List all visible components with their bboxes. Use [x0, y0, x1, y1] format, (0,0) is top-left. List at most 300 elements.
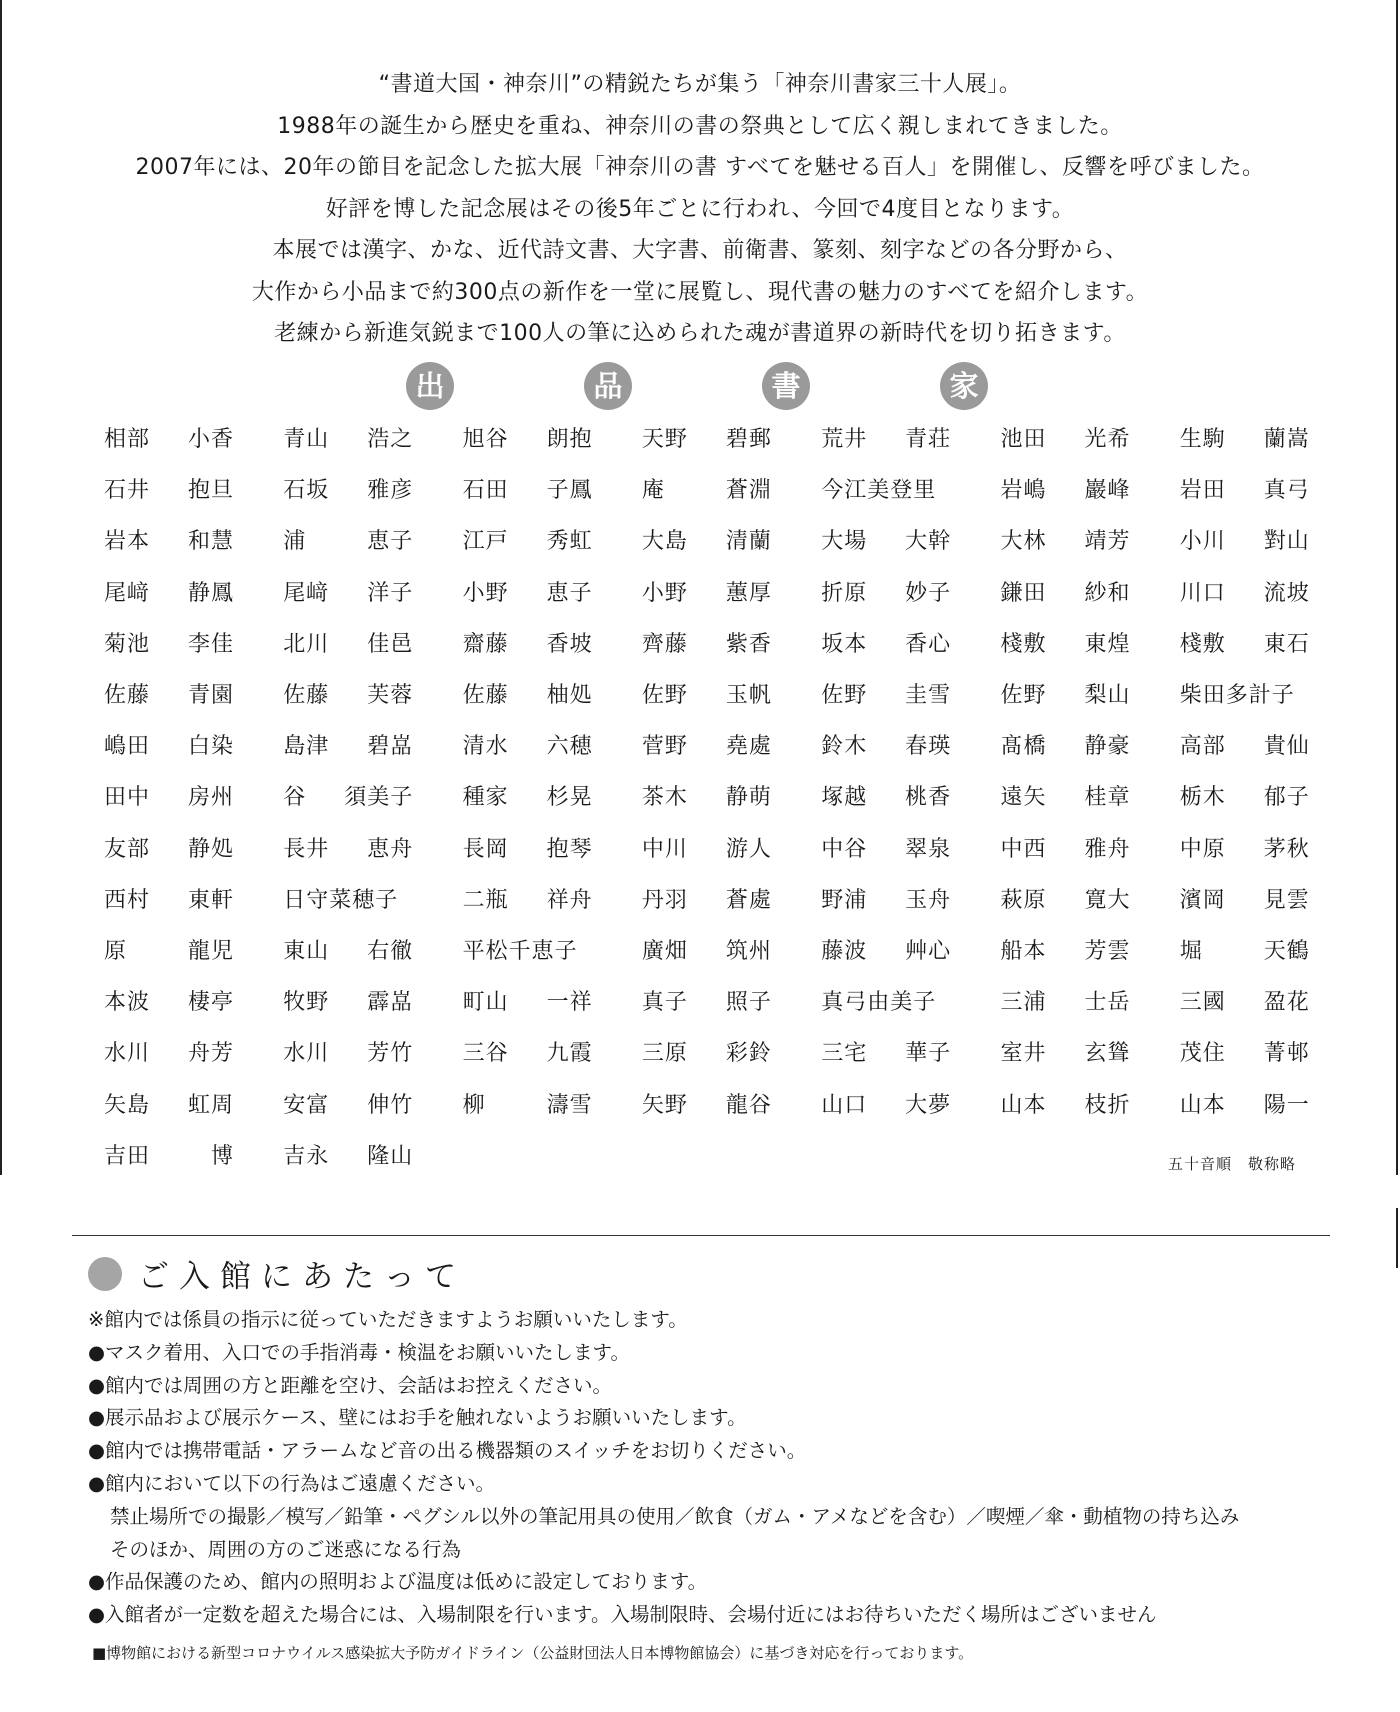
- exhibitor-surname: 菅野: [641, 734, 688, 760]
- exhibitor-name: [463, 985, 593, 1016]
- exhibitor-name: [642, 678, 772, 709]
- intro-line: 2007年には、20年の節目を記念した拡大展「神奈川の書 すべてを魅せる百人」を開催し、反響を呼びました。: [135, 155, 1265, 180]
- exhibitor-given-name: 龍谷: [725, 1092, 772, 1118]
- exhibitor-given-name: 大幹: [905, 529, 952, 555]
- exhibitor-surname: 池田: [1000, 427, 1047, 452]
- exhibitor-surname: 矢野: [641, 1092, 688, 1118]
- exhibitor-surname: 棧敷: [1179, 631, 1226, 657]
- guideline-footnote: ■博物館における新型コロナウイルス感染拡大予防ガイドライン（公益財団法人日本博物館協会）に基づき対応を行っております。: [92, 1644, 974, 1662]
- exhibitor-given-name: 隆山: [367, 1143, 414, 1169]
- exhibitor-given-name: 佳邑: [367, 631, 414, 657]
- exhibitor-given-name: 堯處: [725, 734, 772, 760]
- exhibitor-given-name: 博: [210, 1143, 234, 1169]
- section-divider: [72, 1235, 1330, 1236]
- exhibitor-name: [1180, 576, 1310, 607]
- exhibitor-surname: 柴田多計子: [1179, 683, 1295, 708]
- exhibitor-given-name: 碧嵓: [367, 734, 414, 760]
- exhibitor-surname: 平松千恵子: [462, 939, 578, 964]
- admission-title-text: ご入館にあたって: [138, 1259, 466, 1295]
- intro-text: [0, 64, 1400, 355]
- exhibitor-given-name: 虹周: [187, 1092, 234, 1118]
- exhibitor-given-name: 巖峰: [1084, 478, 1131, 504]
- exhibitor-name: [463, 832, 593, 863]
- admission-rule: 禁止場所での撮影／模写／鉛筆・ペグシル以外の筆記用具の使用／飲食（ガム・アメなどを含む）／喫煙／傘・動植物の持ち込み: [110, 1504, 1240, 1528]
- exhibitor-name: [1180, 524, 1310, 555]
- exhibitor-surname: 谷: [283, 785, 307, 811]
- exhibitor-surname: 庵: [641, 478, 665, 504]
- exhibitor-name: [642, 729, 772, 760]
- exhibitor-surname: 浦: [283, 529, 307, 555]
- exhibitor-name: [821, 883, 951, 914]
- exhibitor-surname: 菊池: [104, 631, 151, 657]
- exhibitor-surname: 髙橋: [1000, 734, 1047, 760]
- exhibitor-surname: 室井: [1000, 1041, 1047, 1067]
- admission-rule: ※館内では係員の指示に従っていただきますようお願いいたします。: [88, 1308, 688, 1331]
- exhibitor-surname: 茂住: [1179, 1041, 1226, 1067]
- exhibitor-given-name: 靖芳: [1084, 529, 1131, 555]
- exhibitor-name: [104, 524, 234, 555]
- exhibitor-surname: 嶋田: [104, 734, 151, 760]
- exhibitor-given-name: 香心: [905, 631, 952, 657]
- exhibitor-given-name: 棲亭: [187, 990, 234, 1016]
- exhibitor-name: [1001, 1088, 1131, 1119]
- exhibitor-surname: 坂本: [821, 631, 868, 657]
- exhibitor-name: [104, 832, 234, 863]
- exhibitor-surname: 牧野: [283, 990, 330, 1016]
- exhibitor-name: [1180, 934, 1310, 965]
- exhibitor-name: [283, 729, 413, 760]
- exhibitor-surname: 三浦: [1000, 990, 1047, 1016]
- exhibitor-surname: 天野: [641, 427, 688, 452]
- exhibitor-surname: 船本: [1000, 939, 1047, 964]
- exhibitor-surname: 佐藤: [283, 683, 330, 708]
- exhibitor-surname: 小野: [462, 580, 509, 606]
- exhibitor-name: [1180, 729, 1310, 760]
- exhibitor-name: [283, 1088, 413, 1119]
- exhibitor-given-name: 碧郵: [725, 427, 772, 452]
- exhibitor-given-name: 雅舟: [1084, 836, 1131, 862]
- exhibitor-name: [1001, 729, 1131, 760]
- exhibitor-given-name: 静処: [187, 836, 234, 862]
- exhibitor-name: [283, 576, 413, 607]
- exhibitor-name: [642, 780, 772, 811]
- exhibitor-surname: 日守菜穂子: [283, 887, 399, 913]
- admission-rule: ●マスク着用、入口での手指消毒・検温をお願いいたします。: [88, 1340, 630, 1364]
- exhibitor-surname: 佐野: [821, 683, 868, 708]
- admission-rule: ●入館者が一定数を超えた場合には、入場制限を行います。入場制限時、会場付近にはお待ちいただく場所はございません: [88, 1603, 1157, 1627]
- exhibitor-name: [642, 985, 772, 1016]
- exhibitor-given-name: 洋子: [367, 580, 414, 606]
- exhibitor-surname: 真子: [641, 990, 688, 1016]
- exhibitor-name: [1001, 883, 1131, 914]
- exhibitor-name: [821, 729, 951, 760]
- exhibitor-surname: 種家: [462, 785, 509, 811]
- exhibitor-name: [821, 985, 951, 1016]
- intro-line: 本展では漢字、かな、近代詩文書、大字書、前衛書、篆刻、刻字などの各分野から、: [272, 238, 1128, 263]
- exhibitor-surname: 町山: [462, 990, 509, 1016]
- exhibitor-surname: 中原: [1179, 836, 1226, 862]
- exhibitor-surname: 今江美登里: [821, 478, 937, 504]
- exhibitor-name: [463, 934, 593, 965]
- exhibitor-given-name: 秀虹: [546, 529, 593, 555]
- exhibitor-surname: 三宅: [821, 1041, 868, 1067]
- exhibitor-surname: 棧敷: [1000, 631, 1047, 657]
- exhibitor-surname: 岩本: [104, 529, 151, 555]
- exhibitor-given-name: 雅彦: [367, 478, 414, 504]
- exhibitor-name: [642, 524, 772, 555]
- exhibitor-given-name: 抱旦: [187, 478, 234, 504]
- exhibitor-name: [1001, 473, 1131, 504]
- exhibitor-name: [463, 627, 593, 658]
- exhibitor-surname: 佐藤: [104, 683, 151, 708]
- exhibitor-name: [283, 422, 413, 453]
- exhibitor-given-name: 抱琴: [546, 836, 593, 862]
- exhibitor-surname: 茶木: [641, 785, 688, 811]
- exhibitor-given-name: 蒼淵: [725, 478, 772, 504]
- exhibitor-name: [1180, 678, 1310, 709]
- exhibitor-given-name: 彩鈴: [725, 1041, 772, 1067]
- exhibitor-surname: 石井: [104, 478, 151, 504]
- exhibitor-given-name: 杉晃: [546, 785, 593, 811]
- exhibitor-name: [642, 934, 772, 965]
- admission-title: [88, 1251, 466, 1296]
- exhibitor-surname: 尾﨑: [283, 580, 330, 606]
- exhibitor-surname: 長岡: [462, 836, 509, 862]
- exhibitor-given-name: 士岳: [1084, 990, 1131, 1016]
- exhibitor-surname: 東山: [283, 939, 330, 964]
- exhibitor-surname: 吉田: [104, 1143, 151, 1169]
- exhibitor-name: [642, 422, 772, 453]
- exhibitor-surname: 吉永: [283, 1143, 330, 1169]
- intro-line: 1988年の誕生から歴史を重ね、神奈川の書の祭典として広く親しまれてきました。: [277, 113, 1123, 139]
- exhibitor-name: [821, 934, 951, 965]
- exhibitor-name: [104, 934, 234, 965]
- exhibitor-given-name: 芳雲: [1084, 939, 1131, 964]
- exhibitor-name: [283, 883, 413, 914]
- exhibitor-surname: 折原: [821, 580, 868, 606]
- exhibitor-surname: 岩嶋: [1000, 478, 1047, 504]
- exhibitor-surname: 川口: [1179, 580, 1226, 606]
- admission-rules: [88, 1304, 1239, 1632]
- exhibitor-given-name: 艸心: [905, 939, 952, 964]
- exhibitor-given-name: 静豪: [1084, 734, 1131, 760]
- exhibitor-given-name: 青園: [187, 683, 234, 708]
- exhibitor-name: [104, 780, 234, 811]
- exhibitor-given-name: 東煌: [1084, 631, 1131, 657]
- exhibitor-given-name: 光希: [1084, 427, 1131, 452]
- exhibitor-given-name: 伸竹: [367, 1092, 414, 1118]
- exhibitor-surname: 西村: [104, 887, 151, 913]
- exhibitor-given-name: 菁邨: [1263, 1041, 1310, 1067]
- exhibitor-given-name: 大夢: [905, 1092, 952, 1118]
- exhibitor-surname: 大林: [1000, 529, 1047, 555]
- exhibitor-surname: 二瓶: [462, 887, 509, 913]
- exhibitor-name: [104, 422, 234, 453]
- exhibitor-given-name: 梨山: [1084, 683, 1131, 708]
- exhibitor-name: [821, 678, 951, 709]
- exhibitor-given-name: 朗抱: [546, 427, 593, 452]
- admission-rule: ●展示品および展示ケース、壁にはお手を触れないようお願いいたします。: [88, 1406, 747, 1430]
- heading-char: 品: [584, 362, 632, 410]
- exhibitor-name: [821, 422, 951, 453]
- exhibitor-name: [642, 576, 772, 607]
- exhibitor-given-name: 流坡: [1263, 580, 1310, 606]
- exhibitor-surname: 山口: [821, 1092, 868, 1118]
- exhibitor-name: [1001, 678, 1131, 709]
- exhibitor-given-name: 貴仙: [1263, 734, 1310, 760]
- exhibitor-name: [463, 473, 593, 504]
- exhibitor-given-name: 茅秋: [1263, 836, 1310, 862]
- exhibitor-surname: 小川: [1179, 529, 1226, 555]
- exhibitor-name: [104, 678, 234, 709]
- exhibitor-name: [1001, 985, 1131, 1016]
- exhibitor-name: [283, 627, 413, 658]
- exhibitors-heading: [0, 362, 1400, 412]
- exhibitor-given-name: 蕙厚: [725, 580, 772, 606]
- exhibitor-given-name: 静鳳: [187, 580, 234, 606]
- exhibitor-surname: 廣畑: [641, 939, 688, 964]
- exhibitor-name: [642, 1088, 772, 1119]
- exhibitor-given-name: 紗和: [1084, 580, 1131, 606]
- exhibitor-name: [1180, 422, 1310, 453]
- exhibitor-given-name: 龍児: [187, 939, 234, 964]
- exhibitor-given-name: 蘭嵩: [1263, 427, 1310, 452]
- exhibitor-name: [1180, 1036, 1310, 1067]
- exhibitor-surname: 遠矢: [1000, 785, 1047, 811]
- exhibitor-surname: 水川: [283, 1041, 330, 1067]
- exhibitor-name: [1001, 1036, 1131, 1067]
- exhibitor-name: [821, 1088, 951, 1119]
- exhibitor-given-name: 翠泉: [905, 836, 952, 862]
- exhibitor-given-name: 春瑛: [905, 734, 952, 760]
- exhibitor-name: [1180, 832, 1310, 863]
- exhibitor-name: [821, 1036, 951, 1067]
- exhibitor-name: [283, 678, 413, 709]
- exhibitor-name: [283, 934, 413, 965]
- exhibitor-name: [104, 729, 234, 760]
- exhibitor-given-name: 東軒: [187, 887, 234, 913]
- exhibitor-surname: 島津: [283, 734, 330, 760]
- exhibitor-name: [642, 627, 772, 658]
- exhibitor-given-name: 恵子: [546, 580, 593, 606]
- exhibitor-name: [1180, 780, 1310, 811]
- exhibitor-surname: 田中: [104, 785, 151, 811]
- exhibitor-surname: 友部: [104, 836, 151, 862]
- exhibitor-name: [1180, 985, 1310, 1016]
- exhibitor-surname: 矢島: [104, 1092, 151, 1118]
- admission-rule: ●館内では携帯電話・アラームなど音の出る機器類のスイッチをお切りください。: [88, 1439, 807, 1463]
- exhibitor-surname: 山本: [1000, 1092, 1047, 1118]
- exhibitor-name: [1001, 576, 1131, 607]
- exhibitor-name: [283, 1139, 413, 1170]
- exhibitor-given-name: 游人: [725, 836, 772, 862]
- admission-rule: ●作品保護のため、館内の照明および温度は低めに設定しております。: [88, 1570, 708, 1594]
- exhibitor-given-name: 紫香: [725, 631, 772, 657]
- exhibitor-given-name: 真弓: [1263, 478, 1310, 504]
- intro-line: 好評を博した記念展はその後5年ごとに行われ、今回で4度目となります。: [325, 196, 1075, 222]
- exhibitor-name: [463, 780, 593, 811]
- exhibitor-name: [821, 832, 951, 863]
- exhibitor-name: [104, 1036, 234, 1067]
- exhibitor-name: [463, 1036, 593, 1067]
- exhibitor-surname: 中谷: [821, 836, 868, 862]
- exhibitor-name: [283, 473, 413, 504]
- exhibitor-surname: 萩原: [1000, 887, 1047, 913]
- exhibitor-surname: 安富: [283, 1092, 330, 1118]
- exhibitor-name: [642, 883, 772, 914]
- exhibitor-name: [283, 832, 413, 863]
- exhibitor-surname: 山本: [1179, 1092, 1226, 1118]
- exhibitor-given-name: 寛大: [1084, 887, 1131, 913]
- exhibitor-given-name: 東石: [1263, 631, 1310, 657]
- exhibitor-given-name: 濤雪: [546, 1092, 593, 1118]
- exhibitor-name: [1180, 473, 1310, 504]
- exhibitor-surname: 三谷: [462, 1041, 509, 1067]
- exhibitor-name: [104, 985, 234, 1016]
- exhibitor-name: [104, 1088, 234, 1119]
- exhibitor-given-name: 對山: [1263, 529, 1310, 555]
- exhibitor-name: [642, 1036, 772, 1067]
- exhibitor-name: [1001, 780, 1131, 811]
- exhibitor-name: [463, 422, 593, 453]
- heading-char: 書: [762, 362, 810, 410]
- exhibitor-given-name: 枝折: [1084, 1092, 1131, 1118]
- exhibitor-surname: 青山: [283, 427, 330, 452]
- exhibitor-surname: 岩田: [1179, 478, 1226, 504]
- exhibitor-name: [1180, 1088, 1310, 1119]
- exhibitor-name: [283, 780, 413, 811]
- exhibitor-given-name: 芙蓉: [367, 683, 414, 708]
- exhibitor-name: [821, 627, 951, 658]
- exhibitor-given-name: 李佳: [187, 631, 234, 657]
- exhibitor-given-name: 圭雪: [905, 683, 952, 708]
- exhibitor-given-name: 華子: [905, 1041, 952, 1067]
- exhibitor-name: [463, 678, 593, 709]
- exhibitor-given-name: 清蘭: [725, 529, 772, 555]
- exhibitor-name: [1001, 422, 1131, 453]
- exhibitor-given-name: 妙子: [905, 580, 952, 606]
- exhibitor-name: [821, 576, 951, 607]
- exhibitor-surname: 佐藤: [462, 683, 509, 708]
- exhibitor-given-name: 郁子: [1263, 785, 1310, 811]
- exhibitor-name: [104, 473, 234, 504]
- exhibitor-surname: 真弓由美子: [821, 990, 937, 1016]
- exhibitor-name: [1001, 524, 1131, 555]
- exhibitor-surname: 荒井: [821, 427, 868, 452]
- exhibitor-given-name: 静萌: [725, 785, 772, 811]
- exhibitor-surname: 中川: [641, 836, 688, 862]
- exhibitor-given-name: 見雲: [1263, 887, 1310, 913]
- intro-line: 老練から新進気鋭まで100人の筆に込められた魂が書道界の新時代を切り拓きます。: [274, 321, 1126, 346]
- exhibitor-surname: 旭谷: [462, 427, 509, 452]
- exhibitor-name: [1001, 934, 1131, 965]
- exhibitor-given-name: 柚処: [546, 683, 593, 708]
- exhibitor-surname: 柳: [462, 1092, 486, 1118]
- exhibitor-surname: 石田: [462, 478, 509, 504]
- exhibitor-surname: 小野: [641, 580, 688, 606]
- intro-line: “書道大国・神奈川”の精鋭たちが集う「神奈川書家三十人展」。: [378, 72, 1022, 97]
- exhibitor-given-name: 右徹: [367, 939, 414, 964]
- bullet-circle-icon: [88, 1257, 122, 1291]
- exhibitor-surname: 江戸: [462, 529, 509, 555]
- exhibitor-surname: 三原: [641, 1041, 688, 1067]
- exhibitor-name: [104, 883, 234, 914]
- exhibitor-name: [821, 473, 951, 504]
- exhibitor-surname: 大場: [821, 529, 868, 555]
- exhibitor-surname: 高部: [1179, 734, 1226, 760]
- exhibitor-given-name: 天鶴: [1263, 939, 1310, 964]
- intro-line: 大作から小品まで約300点の新作を一堂に展覧し、現代書の魅力のすべてを紹介します。: [251, 279, 1149, 305]
- exhibitor-name: [104, 627, 234, 658]
- exhibitor-surname: 齋藤: [462, 631, 509, 657]
- exhibitor-given-name: 玉帆: [725, 683, 772, 708]
- exhibitor-name: [104, 576, 234, 607]
- exhibitor-given-name: 玄聳: [1084, 1041, 1131, 1067]
- exhibitor-given-name: 盈花: [1263, 990, 1310, 1016]
- exhibitor-given-name: 房州: [187, 785, 234, 811]
- exhibitor-given-name: 白染: [187, 734, 234, 760]
- exhibitor-given-name: 照子: [725, 990, 772, 1016]
- exhibitor-surname: 堀: [1179, 939, 1203, 964]
- exhibitor-name: [642, 473, 772, 504]
- exhibitor-name: [463, 729, 593, 760]
- exhibitor-name: [1001, 627, 1131, 658]
- exhibitor-surname: 本波: [104, 990, 151, 1016]
- exhibitor-name: [821, 524, 951, 555]
- exhibitor-surname: 北川: [283, 631, 330, 657]
- exhibitor-surname: 大島: [641, 529, 688, 555]
- admission-rule: ●館内では周囲の方と距離を空け、会話はお控えください。: [88, 1373, 613, 1397]
- exhibitor-given-name: 恵子: [367, 529, 414, 555]
- admission-rule: そのほか、周囲の方のご迷惑になる行為: [110, 1537, 462, 1561]
- exhibitor-surname: 長井: [283, 836, 330, 862]
- exhibitor-given-name: 須美子: [344, 785, 414, 811]
- heading-char: 家: [940, 362, 988, 410]
- exhibitor-surname: 塚越: [821, 785, 868, 811]
- exhibitor-surname: 尾﨑: [104, 580, 151, 606]
- exhibitor-name: [1001, 832, 1131, 863]
- exhibitor-name: [463, 1088, 593, 1119]
- exhibitor-given-name: 六穂: [546, 734, 593, 760]
- exhibitor-name: [463, 576, 593, 607]
- exhibitor-name: [463, 524, 593, 555]
- exhibitor-surname: 齊藤: [641, 631, 688, 657]
- exhibitor-given-name: 玉舟: [905, 887, 952, 913]
- exhibitor-surname: 野浦: [821, 887, 868, 913]
- exhibitor-surname: 石坂: [283, 478, 330, 504]
- exhibitor-surname: 鈴木: [821, 734, 868, 760]
- exhibitor-given-name: 蒼處: [725, 887, 772, 913]
- exhibitor-given-name: 浩之: [367, 427, 414, 452]
- exhibitor-surname: 中西: [1000, 836, 1047, 862]
- exhibitor-given-name: 舟芳: [187, 1041, 234, 1067]
- exhibitor-surname: 丹羽: [641, 887, 688, 913]
- exhibitor-given-name: 桂章: [1084, 785, 1131, 811]
- exhibitor-given-name: 子鳳: [546, 478, 593, 504]
- exhibitor-given-name: 和慧: [187, 529, 234, 555]
- exhibitor-surname: 原: [104, 939, 128, 964]
- exhibitor-surname: 生駒: [1179, 427, 1226, 452]
- exhibitor-given-name: 小香: [187, 427, 234, 452]
- exhibitor-given-name: 青荘: [905, 427, 952, 452]
- heading-char: 出: [406, 362, 454, 410]
- exhibitor-name: [1180, 627, 1310, 658]
- exhibitor-surname: 栃木: [1179, 785, 1226, 811]
- exhibitor-given-name: 霹嵓: [367, 990, 414, 1016]
- exhibitor-given-name: 桃香: [905, 785, 952, 811]
- exhibitor-given-name: 一祥: [546, 990, 593, 1016]
- exhibitor-surname: 清水: [462, 734, 509, 760]
